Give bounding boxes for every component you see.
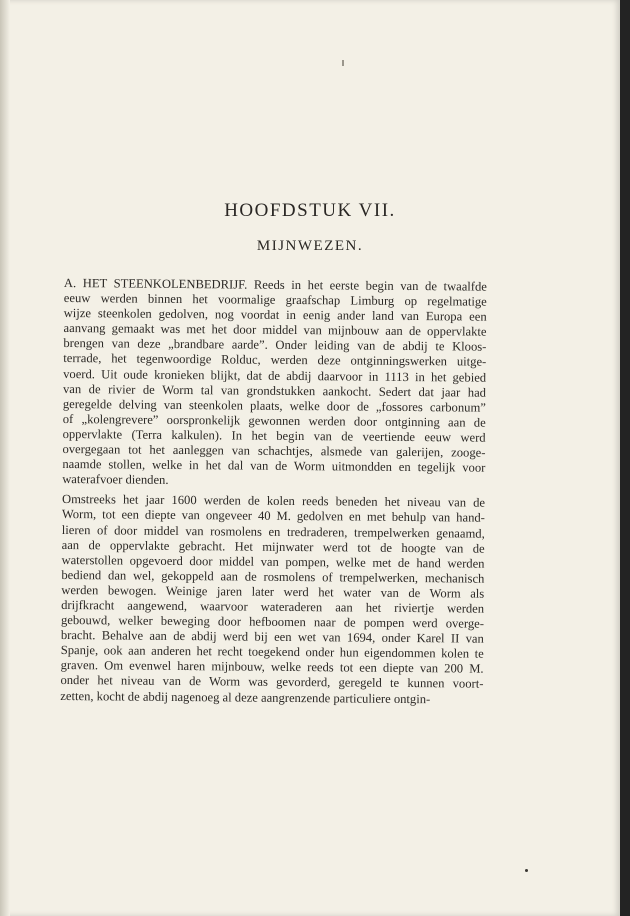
text-line: oppervlakte (Terra kalkulen). In het begin van de veertiende eeuw werd [62, 426, 486, 445]
scan-edge [620, 0, 630, 916]
text-line: bracht. Behalve aan de abdij werd bij een wet van 1694, onder Karel II van [60, 628, 484, 646]
chapter-title: HOOFDSTUK VII. [224, 200, 396, 221]
text-line: of „kolengrevere” oorspronkelijk gewonnen werden door ontginning aan de [62, 411, 486, 430]
text-line: Spanje, ook aan anderen het recht toegekend onder hun eigendommen kolen te [60, 643, 484, 661]
text-line: overgegaan tot het aanleggen van schachtjes, alsmede van galerijen, zooge- [62, 442, 486, 460]
page-mark [342, 60, 344, 66]
text-line: Worm, tot een diepte van ongeveer 40 M. gedolven en met behulp van hand- [61, 507, 485, 526]
text-line: naamde stollen, welke in het dal van de Worm uitmondden en tegelijk voor [62, 457, 486, 475]
page-dot [525, 869, 528, 872]
text-line: aan de oppervlakte gebracht. Het mijnwater werd tot de hoogte van de [61, 537, 485, 556]
text-line: waterafvoer dienden. [62, 472, 169, 488]
text-line: Omstreeks het jaar 1600 werden de kolen reeds beneden het niveau van de [61, 492, 486, 510]
text-line: bediend dan wel, gekoppeld aan de rosmolens of trempelwerken, mechanisch [61, 567, 485, 586]
text-line: lieren of door middel van rosmolens en tredraderen, trempelwerken genaamd, [61, 522, 485, 541]
body-text [60, 276, 487, 707]
text-line: zetten, kocht de abdij nagenoeg al deze aangrenzende particuliere ontgin- [60, 688, 431, 706]
text-line: aanvang gemaakt was met het door middel van mijnbouw aan de oppervlakte [63, 321, 487, 339]
text-line: waterstollen opgevoerd door middel van pompen, welke met de hand werden [61, 552, 485, 571]
text-line: terrade, het tegenwoordige Rolduc, werden deze ontginningswerken uitge- [63, 351, 487, 370]
text-line: onder het niveau van de Worm was gevorderd, geregeld te kunnen voort- [60, 673, 484, 692]
chapter-subtitle: MIJNWEZEN. [256, 238, 364, 254]
text-line: graven. Om evenwel haren mijnbouw, welke reeds tot een diepte van 200 M. [60, 658, 484, 677]
page-gutter [0, 0, 10, 916]
paragraph-2 [60, 492, 485, 707]
text-line: eeuw werden binnen het voormalige graafschap Limburg op regelmatige [63, 291, 487, 309]
text-line: gebouwd, welker beweging door hefboomen naar de pompen werd overge- [60, 613, 485, 631]
text-line: brengen van deze „brandbare aarde”. Onder leiding van de abdij te Kloos- [63, 336, 487, 355]
text-line: werden bewogen. Weinige jaren later werd het water van de Worm als [61, 582, 485, 601]
paragraph-1 [62, 276, 487, 491]
text-line: van de rivier de Worm tal van grondstukken aankocht. Sedert dat jaar had [62, 381, 487, 400]
text-line: A. HET STEENKOLENBEDRIJF. Reeds in het eerste begin van de twaalfde [63, 276, 487, 294]
text-line: wijze steenkolen gedolven, nog voordat in eenig ander land van Europa een [63, 306, 487, 324]
text-line: drijfkracht aangewend, waarvoor wateraderen aan het riviertje werden [61, 597, 485, 616]
text-line: voerd. Uit oude kronieken blijkt, dat de abdij daarvoor in 1113 in het gebied [63, 366, 487, 385]
text-line: geregelde delving van steenkolen plaats, welke door de „fossores carbonum” [62, 396, 486, 415]
